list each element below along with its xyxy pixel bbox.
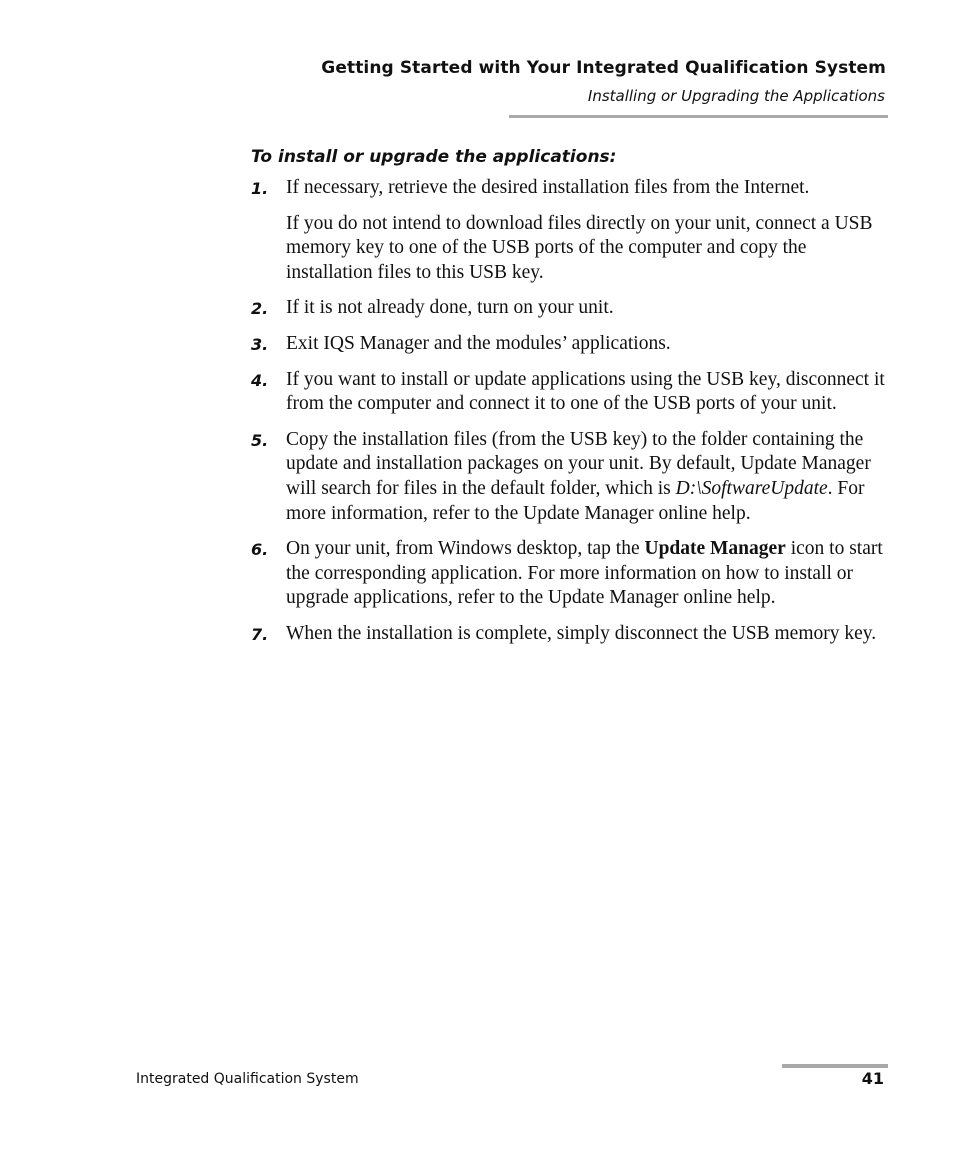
step-1	[251, 176, 891, 285]
footer-divider	[782, 1064, 888, 1068]
update-manager-label: Update Manager	[644, 538, 786, 560]
step-text: If necessary, retrieve the desired installation files from the Internet.	[286, 177, 810, 198]
step-text-before: On your unit, from Windows desktop, tap the	[286, 538, 645, 560]
page-header-title: Getting Started with Your Integrated Qualification System	[321, 58, 886, 78]
step-number: 4.	[251, 370, 269, 390]
procedure-steps	[251, 176, 891, 658]
page-header-subtitle: Installing or Upgrading the Applications	[587, 87, 885, 105]
step-text-after: icon to start the corresponding application. For more information on how to install or upgrade applications, refer to the Update Manager online help.	[286, 538, 883, 609]
step-7	[251, 622, 891, 647]
step-text-before: Copy the installation files (from the USB key) to the folder containing the update and installation packages on your unit. By default, Update Manager will search for files in the default folder, which is	[286, 428, 871, 499]
step-number: 6.	[251, 540, 269, 560]
step-6	[251, 537, 891, 611]
footer-document-title: Integrated Qualification System	[136, 1071, 359, 1087]
step-5	[251, 428, 891, 526]
step-number: 1.	[251, 179, 269, 198]
step-text: When the installation is complete, simply disconnect the USB memory key.	[286, 622, 877, 644]
folder-path: D:\SoftwareUpdate	[675, 477, 828, 499]
procedure-heading: To install or upgrade the applications:	[251, 147, 617, 167]
step-number: 7.	[251, 624, 269, 644]
header-divider	[509, 115, 888, 118]
step-text-after: . For more information, refer to the Update Manager online help.	[286, 477, 865, 524]
step-note: If you do not intend to download files directly on your unit, connect a USB memory key to one of the USB ports of the computer and copy the installation files to this USB key.	[286, 212, 873, 283]
step-number: 2.	[251, 299, 269, 319]
step-number: 5.	[251, 430, 269, 450]
step-text: If it is not already done, turn on your unit.	[286, 297, 614, 319]
step-number: 3.	[251, 334, 269, 354]
page-number: 41	[861, 1069, 884, 1088]
step-4	[251, 368, 891, 417]
step-text	[286, 428, 891, 526]
step-3	[251, 332, 891, 357]
step-text: Exit IQS Manager and the modules’ applications.	[286, 332, 671, 354]
step-2	[251, 296, 891, 321]
step-text: If you want to install or update applications using the USB key, disconnect it from the computer and connect it to one of the USB ports of your unit.	[286, 368, 885, 415]
step-text	[286, 537, 891, 611]
